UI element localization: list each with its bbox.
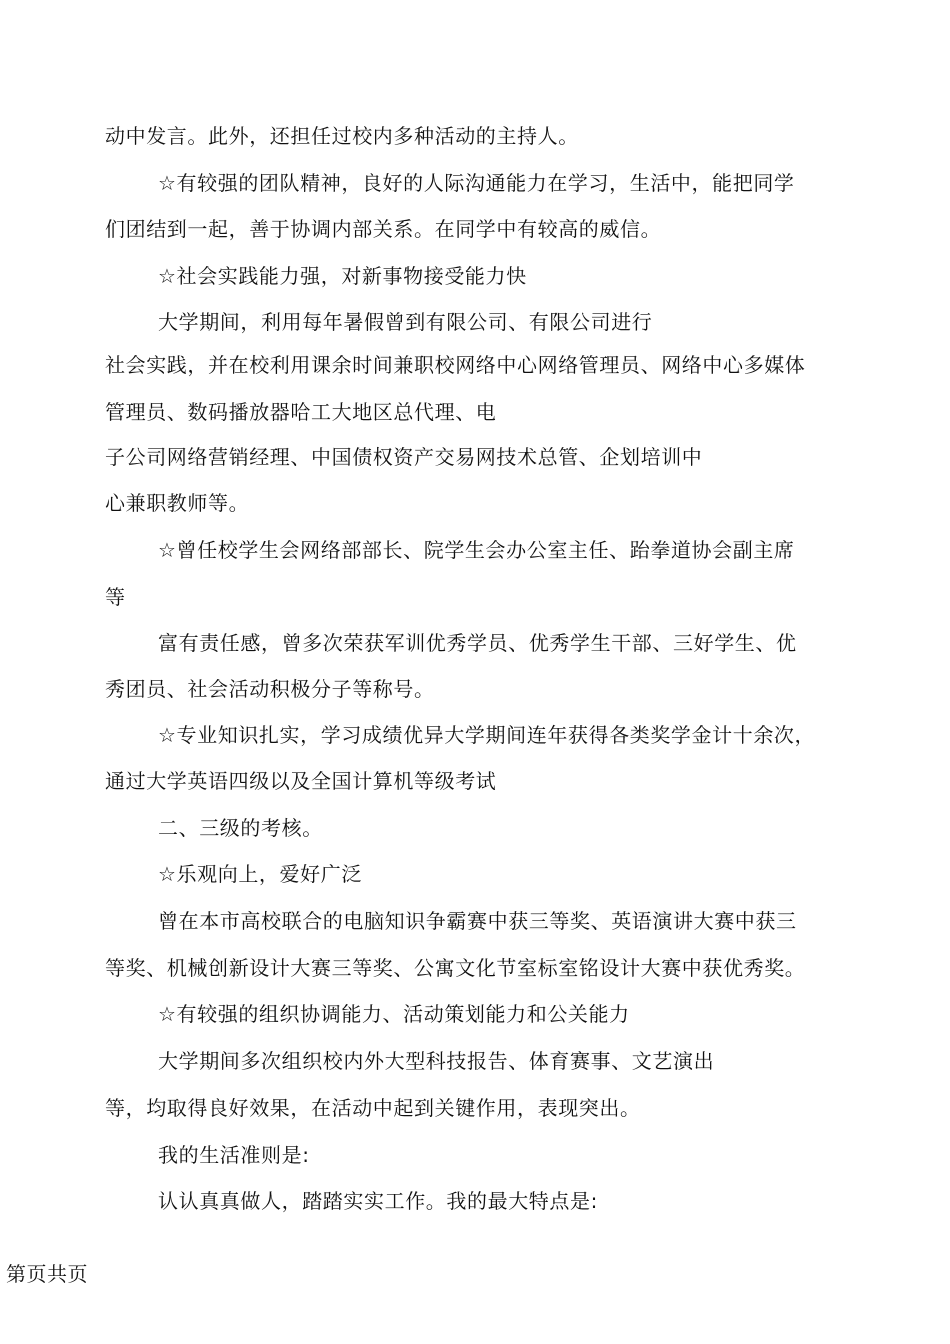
text-line: 认认真真做人，踏踏实实工作。我的最大特点是: [158,1189,598,1213]
text-line: ☆专业知识扎实，学习成绩优异大学期间连年获得各类奖学金计十余次， [158,723,816,747]
text-line: ☆社会实践能力强，对新事物接受能力快 [158,264,527,288]
text-line: 动中发言。此外，还担任过校内多种活动的主持人。 [105,124,579,148]
text-line: 等奖、机械创新设计大赛三等奖、公寓文化节室标室铭设计大赛中获优秀奖。 [105,956,806,980]
text-line: 社会实践，并在校利用课余时间兼职校网络中心网络管理员、网络中心多媒体 [105,353,806,377]
text-line: ☆曾任校学生会网络部部长、院学生会办公室主任、跆拳道协会副主席 [158,538,795,562]
text-line: 曾在本市高校联合的电脑知识争霸赛中获三等奖、英语演讲大赛中获三 [158,909,797,933]
text-line: ☆乐观向上，爱好广泛 [158,862,362,886]
text-line: 子公司网络营销经理、中国债权资产交易网技术总管、企划培训中 [105,445,703,469]
text-line: 秀团员、社会活动积极分子等称号。 [105,677,435,701]
text-line: 通过大学英语四级以及全国计算机等级考试 [105,769,497,793]
page-footer: 第页共页 [6,1262,88,1286]
text-line: 们团结到一起，善于协调内部关系。在同学中有较高的威信。 [105,217,662,241]
text-line: ☆有较强的团队精神，良好的人际沟通能力在学习，生活中，能把同学 [158,171,795,195]
text-line: 富有责任感，曾多次荣获军训优秀学员、优秀学生干部、三好学生、优 [158,631,797,655]
text-line: 大学期间多次组织校内外大型科技报告、体育赛事、文艺演出 [158,1049,715,1073]
text-line: ☆有较强的组织协调能力、活动策划能力和公关能力 [158,1002,630,1026]
text-line: 二、三级的考核。 [158,816,323,840]
text-line: 我的生活准则是: [158,1143,310,1167]
text-line: 心兼职教师等。 [105,491,250,515]
text-line: 等 [105,585,126,609]
text-line: 大学期间，利用每年暑假曾到有限公司、有限公司进行 [158,310,653,334]
text-line: 管理员、数码播放器哈工大地区总代理、电 [105,400,497,424]
text-line: 等，均取得良好效果，在活动中起到关键作用，表现突出。 [105,1096,641,1120]
